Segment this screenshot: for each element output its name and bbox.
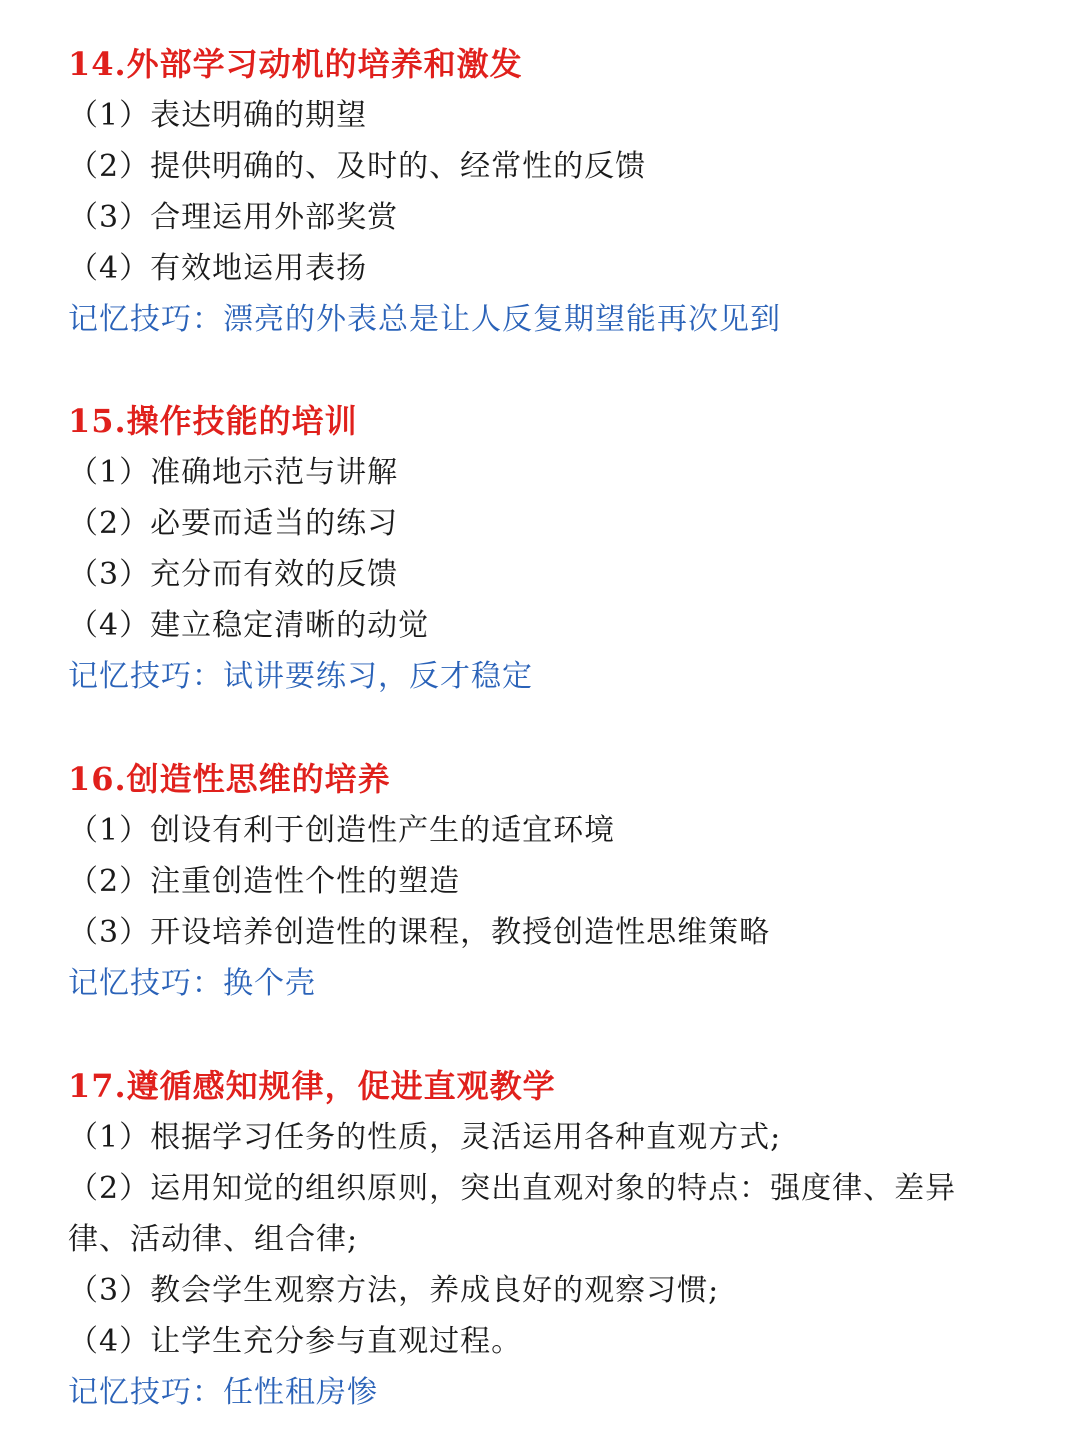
item-list — [68, 805, 1028, 958]
list-item: （3）充分而有效的反馈 — [68, 557, 399, 592]
list-item: （1）表达明确的期望 — [68, 98, 368, 133]
list-item: （3）合理运用外部奖赏 — [68, 200, 399, 235]
section-17 — [68, 1066, 1028, 1418]
list-item: （4）有效地运用表扬 — [68, 251, 368, 286]
list-item: （2）提供明确的、及时的、经常性的反馈 — [68, 149, 647, 184]
section-title: 15.操作技能的培训 — [68, 402, 358, 440]
list-item: （3）开设培养创造性的课程，教授创造性思维策略 — [68, 915, 771, 950]
list-item: （1）创设有利于创造性产生的适宜环境 — [68, 813, 616, 848]
section-14 — [68, 44, 1028, 345]
list-item: （2）运用知觉的组织原则，突出直观对象的特点：强度律、差异律、活动律、组合律; — [68, 1171, 957, 1257]
memory-tip: 记忆技巧：换个壳 — [68, 966, 316, 1001]
list-item: （4）让学生充分参与直观过程。 — [68, 1324, 523, 1359]
list-item: （2）必要而适当的练习 — [68, 506, 399, 541]
list-item: （2）注重创造性个性的塑造 — [68, 864, 461, 899]
item-list — [68, 1112, 1028, 1367]
list-item: （3）教会学生观察方法，养成良好的观察习惯; — [68, 1273, 720, 1308]
item-list — [68, 90, 1028, 294]
item-list — [68, 447, 1028, 651]
section-15 — [68, 401, 1028, 702]
list-item: （1）根据学习任务的性质，灵活运用各种直观方式; — [68, 1120, 782, 1155]
memory-tip: 记忆技巧：试讲要练习，反才稳定 — [68, 659, 533, 694]
memory-tip: 记忆技巧：漂亮的外表总是让人反复期望能再次见到 — [68, 302, 781, 337]
memory-tip: 记忆技巧：任性租房惨 — [68, 1375, 378, 1410]
section-title: 16.创造性思维的培养 — [68, 760, 391, 798]
list-item: （4）建立稳定清晰的动觉 — [68, 608, 430, 643]
list-item: （1）准确地示范与讲解 — [68, 455, 399, 490]
section-title: 17.遵循感知规律，促进直观教学 — [68, 1067, 556, 1105]
section-title: 14.外部学习动机的培养和激发 — [68, 45, 523, 83]
section-16 — [68, 759, 1028, 1009]
